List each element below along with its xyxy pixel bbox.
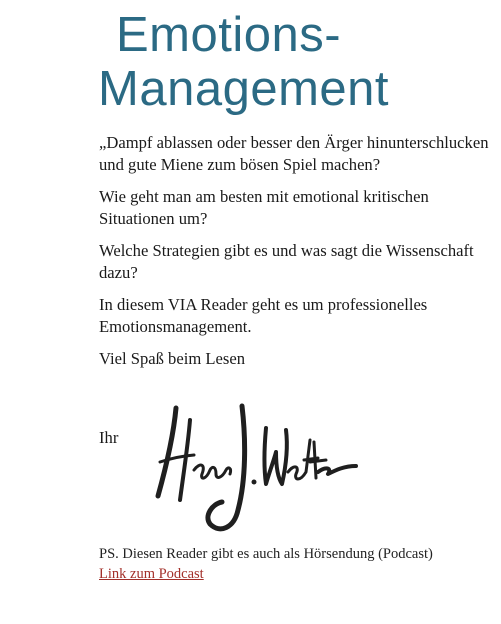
signature-image [150, 400, 360, 550]
title-line-2: Management [98, 62, 390, 116]
podcast-link[interactable]: Link zum Podcast [99, 566, 204, 582]
paragraph: In diesem VIA Reader geht es um professionelles Emotionsmanagement. [99, 295, 428, 336]
title-line-1: Emotions- [116, 8, 342, 62]
postscript-text: PS. Diesen Reader gibt es auch als Hörsendung (Podcast) [99, 546, 433, 562]
paragraph: „Dampf ablassen oder besser den Ärger hinunterschlucken und gute Miene zum bösen Spiel machen? [99, 133, 489, 174]
closing-word: Ihr [99, 428, 119, 447]
paragraph: Viel Spaß beim Lesen [99, 349, 246, 368]
paragraph: Welche Strategien gibt es und was sagt die Wissenschaft dazu? [99, 241, 474, 282]
document-title [98, 8, 389, 116]
postscript [99, 544, 499, 584]
paragraph: Wie geht man am besten mit emotional kritischen Situationen um? [99, 187, 429, 228]
intro-text [99, 132, 499, 380]
